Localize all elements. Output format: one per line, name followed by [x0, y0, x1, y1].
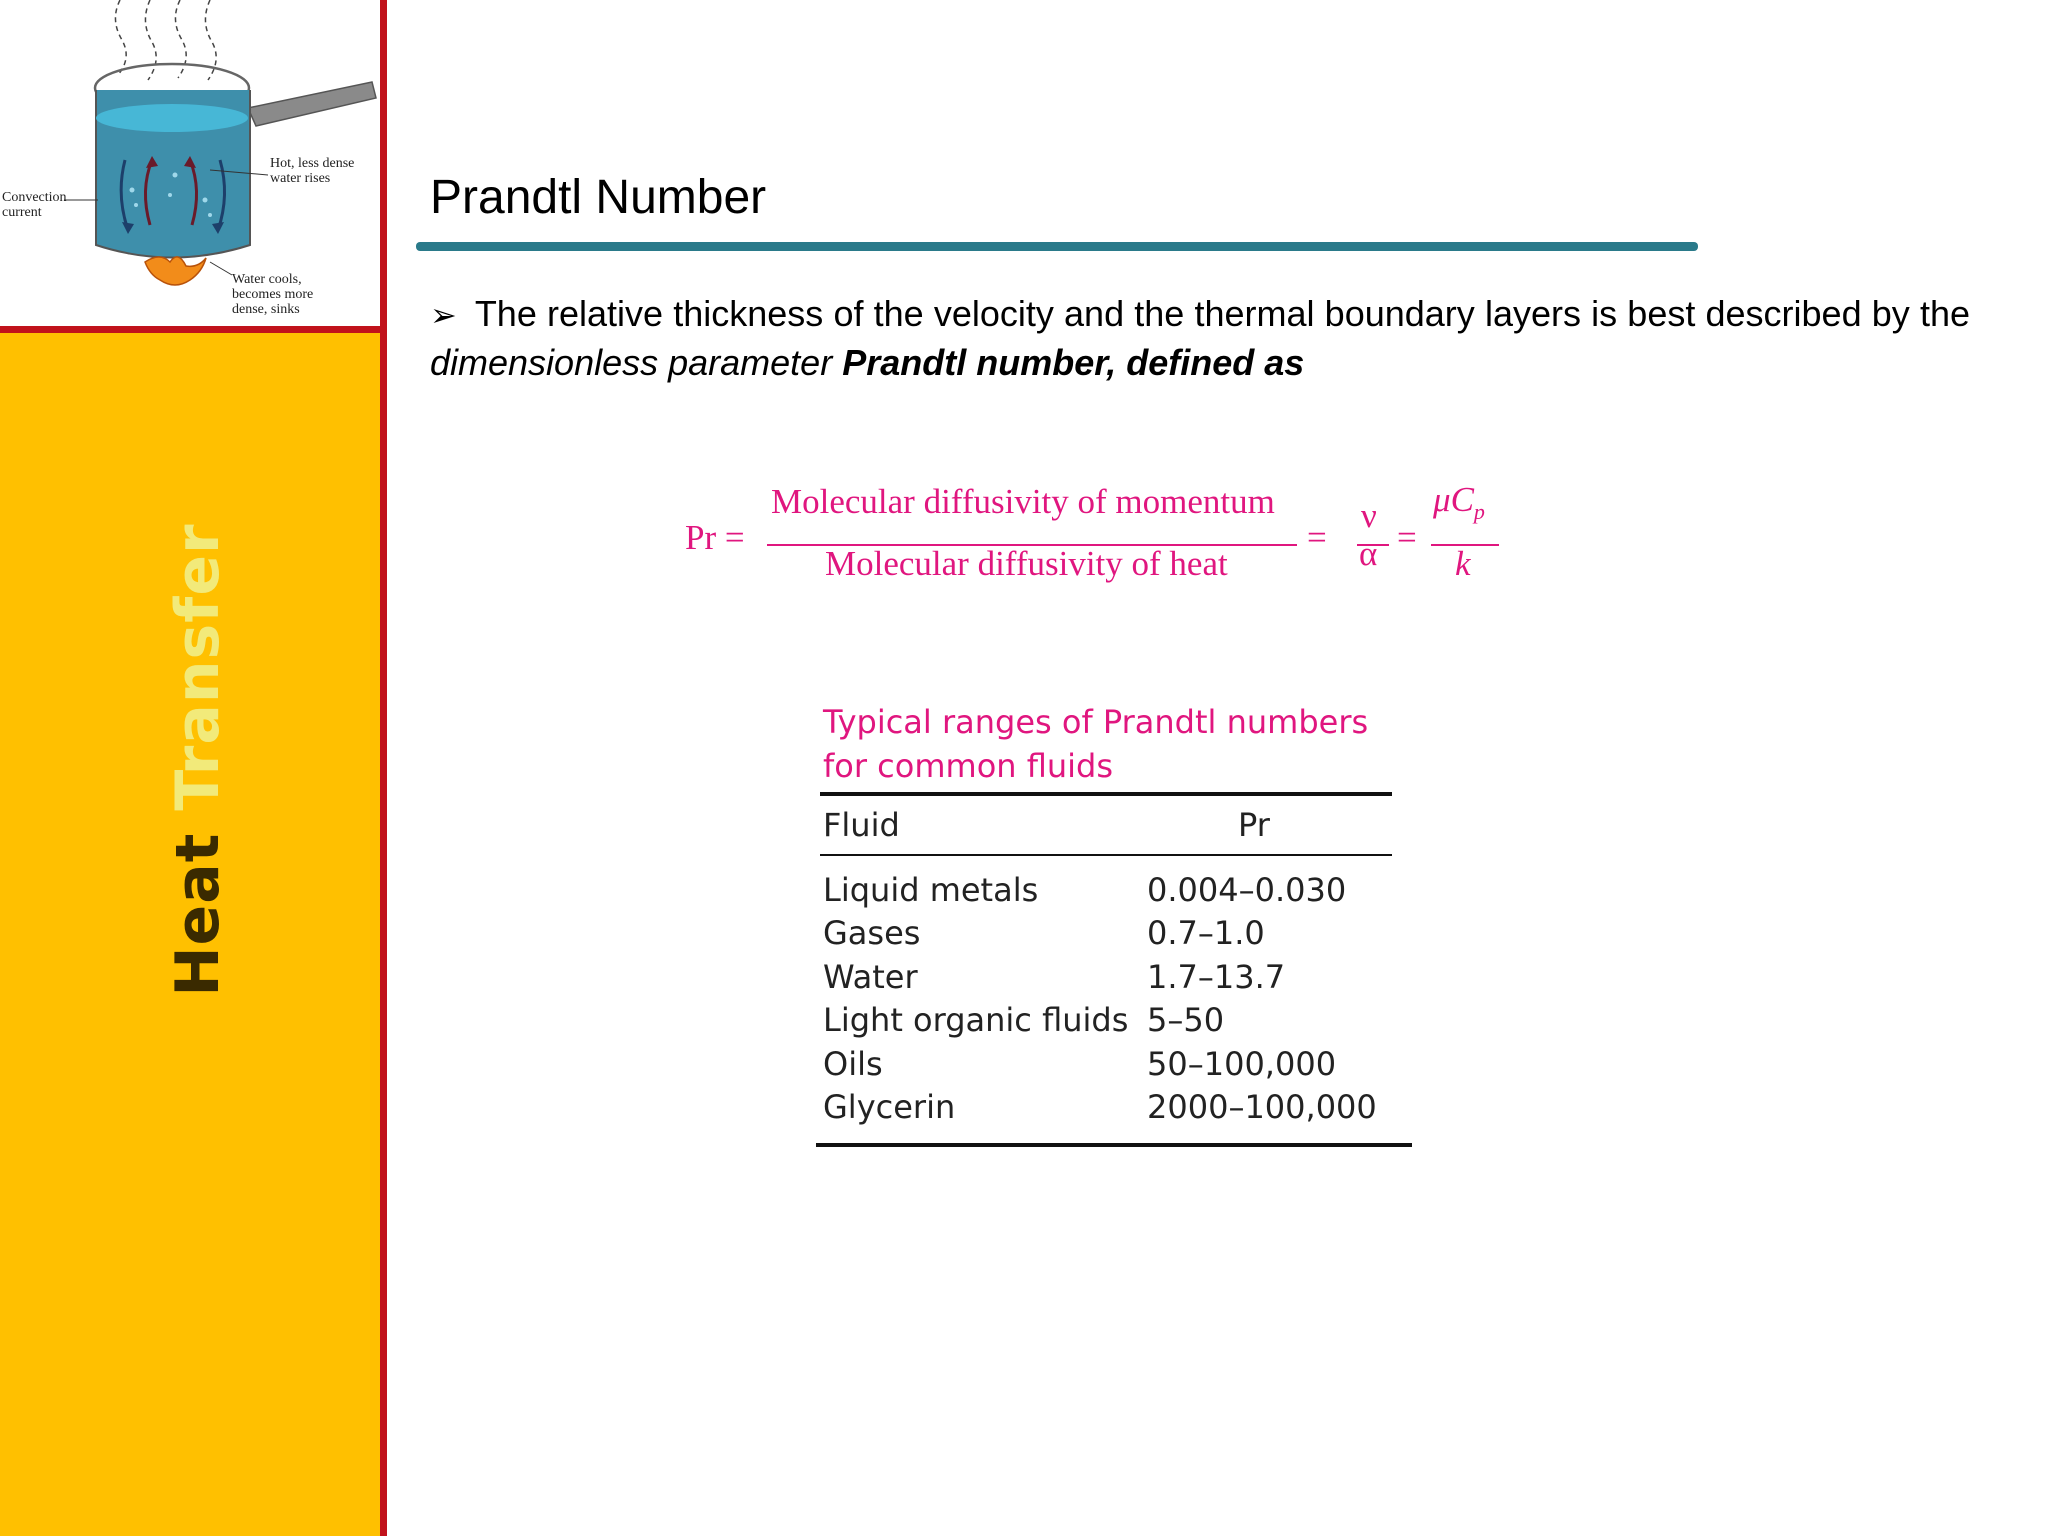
- table-row: [820, 1086, 1420, 1130]
- table-cell-pr: 0.7–1.0: [1147, 914, 1265, 953]
- table-caption: [823, 700, 1420, 788]
- sidebar-title-word1: Heat: [163, 832, 233, 997]
- table-row: [820, 912, 1420, 956]
- table-header-fluid: Fluid: [823, 806, 900, 844]
- table-row: [820, 868, 1420, 912]
- table-cell-fluid: Gases: [823, 914, 921, 953]
- table-cell-pr: 50–100,000: [1147, 1044, 1337, 1083]
- formula-k: k: [1455, 544, 1471, 583]
- label-water-cools: Water cools, becomes more dense, sinks: [232, 272, 314, 317]
- formula-denominator: Molecular diffusivity of heat: [825, 544, 1228, 583]
- bullet-text-italic: dimensionless parameter: [430, 342, 833, 383]
- formula-equals-1: =: [1307, 518, 1327, 557]
- formula-lhs: Pr =: [685, 518, 745, 557]
- table-cell-fluid: Light organic fluids: [823, 1001, 1129, 1040]
- formula-alpha: α: [1359, 534, 1378, 573]
- title-underline: [416, 242, 1698, 251]
- table-cell-fluid: Liquid metals: [823, 870, 1039, 909]
- table-row: [820, 999, 1420, 1043]
- table-bottom-rule: [816, 1143, 1412, 1147]
- table-cell-fluid: Oils: [823, 1044, 883, 1083]
- bullet-arrow-icon: ➢: [430, 297, 457, 333]
- formula-numerator: Molecular diffusivity of momentum: [771, 482, 1275, 521]
- label-hot-water: Hot, less dense water rises: [270, 156, 355, 186]
- table-row: [820, 1042, 1420, 1086]
- table-cell-fluid: Water: [823, 957, 918, 996]
- label-convection: Convection current: [2, 190, 67, 220]
- table-body: [820, 856, 1420, 1129]
- table-cell-pr: 0.004–0.030: [1147, 870, 1347, 909]
- formula-cp-subscript: p: [1473, 499, 1485, 524]
- formula-nu: ν: [1361, 496, 1377, 535]
- table-header-pr: Pr: [1238, 806, 1270, 844]
- table-cell-fluid: Glycerin: [823, 1088, 956, 1127]
- table-header-row: [820, 796, 1392, 854]
- table-cell-pr: 2000–100,000: [1147, 1088, 1377, 1127]
- page-title: Prandtl Number: [430, 171, 767, 224]
- table-cell-pr: 1.7–13.7: [1147, 957, 1286, 996]
- formula-mu-cp-text: μC: [1433, 480, 1474, 519]
- bullet-paragraph: [430, 290, 1970, 387]
- table-caption-line1: Typical ranges of Prandtl numbers: [823, 703, 1369, 741]
- formula-equals-2: =: [1397, 518, 1417, 557]
- sidebar-title-word2: Transfer: [163, 523, 233, 811]
- bullet-text-plain: The relative thickness of the velocity and the thermal boundary layers is best described by the: [474, 293, 1970, 334]
- table-cell-pr: 5–50: [1147, 1001, 1225, 1040]
- prandtl-formula: [685, 480, 1505, 598]
- sidebar-illustration-panel: [0, 0, 387, 333]
- sidebar-vertical-title: [163, 523, 233, 996]
- formula-mu-cp: [1433, 480, 1485, 525]
- prandtl-ranges-table: [820, 700, 1420, 1147]
- bullet-text-bold: Prandtl number, defined as: [842, 342, 1305, 383]
- table-caption-line2: for common fluids: [823, 747, 1114, 785]
- table-row: [820, 955, 1420, 999]
